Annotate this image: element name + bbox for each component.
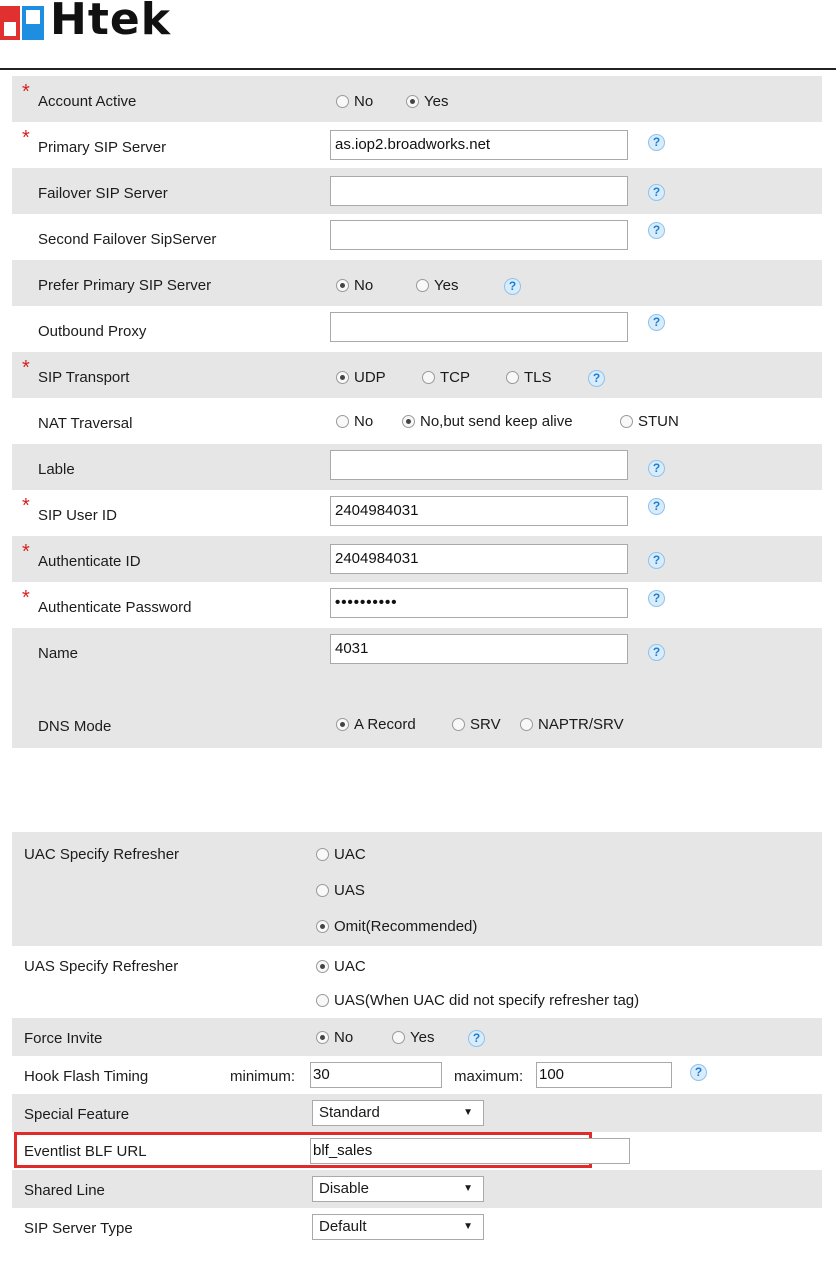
authenticate-id-input[interactable]: 2404984031 <box>330 544 628 574</box>
row-prefer-primary <box>12 260 822 306</box>
help-icon[interactable]: ? <box>648 134 665 151</box>
hook-flash-label: Hook Flash Timing <box>24 1068 149 1085</box>
required-marker: * <box>22 541 30 563</box>
uas-refresher-uas[interactable]: UAS(When UAC did not specify refresher tag) <box>316 992 639 1009</box>
eventlist-blf-input[interactable]: blf_sales <box>310 1138 630 1164</box>
help-icon[interactable]: ? <box>504 278 521 295</box>
primary-sip-input[interactable]: as.iop2.broadworks.net <box>330 130 628 160</box>
prefer-primary-yes[interactable]: Yes <box>416 277 458 294</box>
help-icon[interactable]: ? <box>648 552 665 569</box>
hook-flash-min-label: minimum: <box>230 1068 296 1085</box>
sip-transport-udp[interactable]: UDP <box>336 369 386 386</box>
name-input[interactable]: 4031 <box>330 634 628 664</box>
force-invite-yes[interactable]: Yes <box>392 1029 434 1046</box>
prefer-primary-no[interactable]: No <box>336 277 373 294</box>
sip-server-type-select[interactable]: Default ▼ <box>312 1214 484 1240</box>
shared-line-label: Shared Line <box>24 1182 105 1199</box>
second-failover-label: Second Failover SipServer <box>38 231 217 248</box>
nat-traversal-stun[interactable]: STUN <box>620 413 679 430</box>
row-sip-user-id <box>12 490 822 536</box>
lable-input[interactable] <box>330 450 628 480</box>
dns-mode-label: DNS Mode <box>38 718 112 735</box>
row-primary-sip-server <box>12 122 822 168</box>
hook-flash-max-input[interactable]: 100 <box>536 1062 672 1088</box>
failover-sip-label: Failover SIP Server <box>38 185 168 202</box>
help-icon[interactable]: ? <box>648 498 665 515</box>
brand-name: Htek <box>50 0 171 45</box>
uac-refresher-omit[interactable]: Omit(Recommended) <box>316 918 477 935</box>
primary-sip-label: Primary SIP Server <box>38 139 167 156</box>
sip-server-type-label: SIP Server Type <box>24 1220 133 1237</box>
uas-refresher-label: UAS Specify Refresher <box>24 958 179 975</box>
account-active-label: Account Active <box>38 93 137 110</box>
row-special-feature <box>12 1094 822 1132</box>
row-name <box>12 628 822 674</box>
row-authenticate-password <box>12 582 822 628</box>
required-marker: * <box>22 357 30 379</box>
row-sip-server-type <box>12 1208 822 1246</box>
row-authenticate-id <box>12 536 822 582</box>
hook-flash-min-input[interactable]: 30 <box>310 1062 442 1088</box>
help-icon[interactable]: ? <box>648 184 665 201</box>
required-marker: * <box>22 495 30 517</box>
row-lable <box>12 444 822 490</box>
row-nat-traversal <box>12 398 822 444</box>
force-invite-no[interactable]: No <box>316 1029 353 1046</box>
sip-user-id-label: SIP User ID <box>38 507 117 524</box>
uac-refresher-label: UAC Specify Refresher <box>24 846 180 863</box>
help-icon[interactable]: ? <box>588 370 605 387</box>
authenticate-id-label: Authenticate ID <box>38 553 141 570</box>
nat-traversal-no[interactable]: No <box>336 413 373 430</box>
dns-mode-srv[interactable]: SRV <box>452 716 501 733</box>
required-marker: * <box>22 127 30 149</box>
force-invite-label: Force Invite <box>24 1030 103 1047</box>
row-failover-sip-server <box>12 168 822 214</box>
authenticate-password-label: Authenticate Password <box>38 599 192 616</box>
row-outbound-proxy <box>12 306 822 352</box>
special-feature-select[interactable]: Standard ▼ <box>312 1100 484 1126</box>
lable-label: Lable <box>38 461 75 478</box>
chevron-down-icon: ▼ <box>463 1107 473 1118</box>
dns-mode-a-record[interactable]: A Record <box>336 716 416 733</box>
sip-transport-tcp[interactable]: TCP <box>422 369 470 386</box>
sip-user-id-input[interactable]: 2404984031 <box>330 496 628 526</box>
help-icon[interactable]: ? <box>648 460 665 477</box>
row-account-active <box>12 76 822 122</box>
chevron-down-icon: ▼ <box>463 1183 473 1194</box>
account-settings-panel <box>12 76 822 748</box>
account-active-yes[interactable]: Yes <box>406 93 448 110</box>
hook-flash-max-label: maximum: <box>454 1068 524 1085</box>
account-active-no[interactable]: No <box>336 93 373 110</box>
help-icon[interactable]: ? <box>690 1064 707 1081</box>
row-dns-mode <box>12 674 822 748</box>
required-marker: * <box>22 81 30 103</box>
help-icon[interactable]: ? <box>468 1030 485 1047</box>
second-failover-input[interactable] <box>330 220 628 250</box>
row-shared-line <box>12 1170 822 1208</box>
nat-traversal-label: NAT Traversal <box>38 415 133 432</box>
shared-line-select[interactable]: Disable ▼ <box>312 1176 484 1202</box>
special-feature-label: Special Feature <box>24 1106 130 1123</box>
help-icon[interactable]: ? <box>648 590 665 607</box>
sip-transport-tls[interactable]: TLS <box>506 369 552 386</box>
uac-refresher-uas[interactable]: UAS <box>316 882 365 899</box>
sip-transport-label: SIP Transport <box>38 369 130 386</box>
row-second-failover <box>12 214 822 260</box>
outbound-proxy-input[interactable] <box>330 312 628 342</box>
dns-mode-naptr-srv[interactable]: NAPTR/SRV <box>520 716 624 733</box>
advanced-settings-panel <box>12 832 822 1246</box>
row-hook-flash-timing <box>12 1056 822 1094</box>
nat-traversal-keepalive[interactable]: No,but send keep alive <box>402 413 573 430</box>
row-sip-transport <box>12 352 822 398</box>
htek-logo-mark <box>0 4 46 42</box>
help-icon[interactable]: ? <box>648 644 665 661</box>
help-icon[interactable]: ? <box>648 314 665 331</box>
help-icon[interactable]: ? <box>648 222 665 239</box>
authenticate-password-input[interactable]: •••••••••• <box>330 588 628 618</box>
chevron-down-icon: ▼ <box>463 1221 473 1232</box>
outbound-proxy-label: Outbound Proxy <box>38 323 147 340</box>
row-eventlist-blf-url <box>12 1132 822 1170</box>
uas-refresher-uac[interactable]: UAC <box>316 958 366 975</box>
prefer-primary-label: Prefer Primary SIP Server <box>38 277 212 294</box>
required-marker: * <box>22 587 30 609</box>
row-uac-refresher <box>12 832 822 946</box>
eventlist-blf-label: Eventlist BLF URL <box>24 1143 147 1160</box>
row-uas-refresher <box>12 946 822 1018</box>
name-label: Name <box>38 645 79 662</box>
failover-sip-input[interactable] <box>330 176 628 206</box>
uac-refresher-uac[interactable]: UAC <box>316 846 366 863</box>
row-force-invite <box>12 1018 822 1056</box>
header-divider <box>0 68 836 70</box>
